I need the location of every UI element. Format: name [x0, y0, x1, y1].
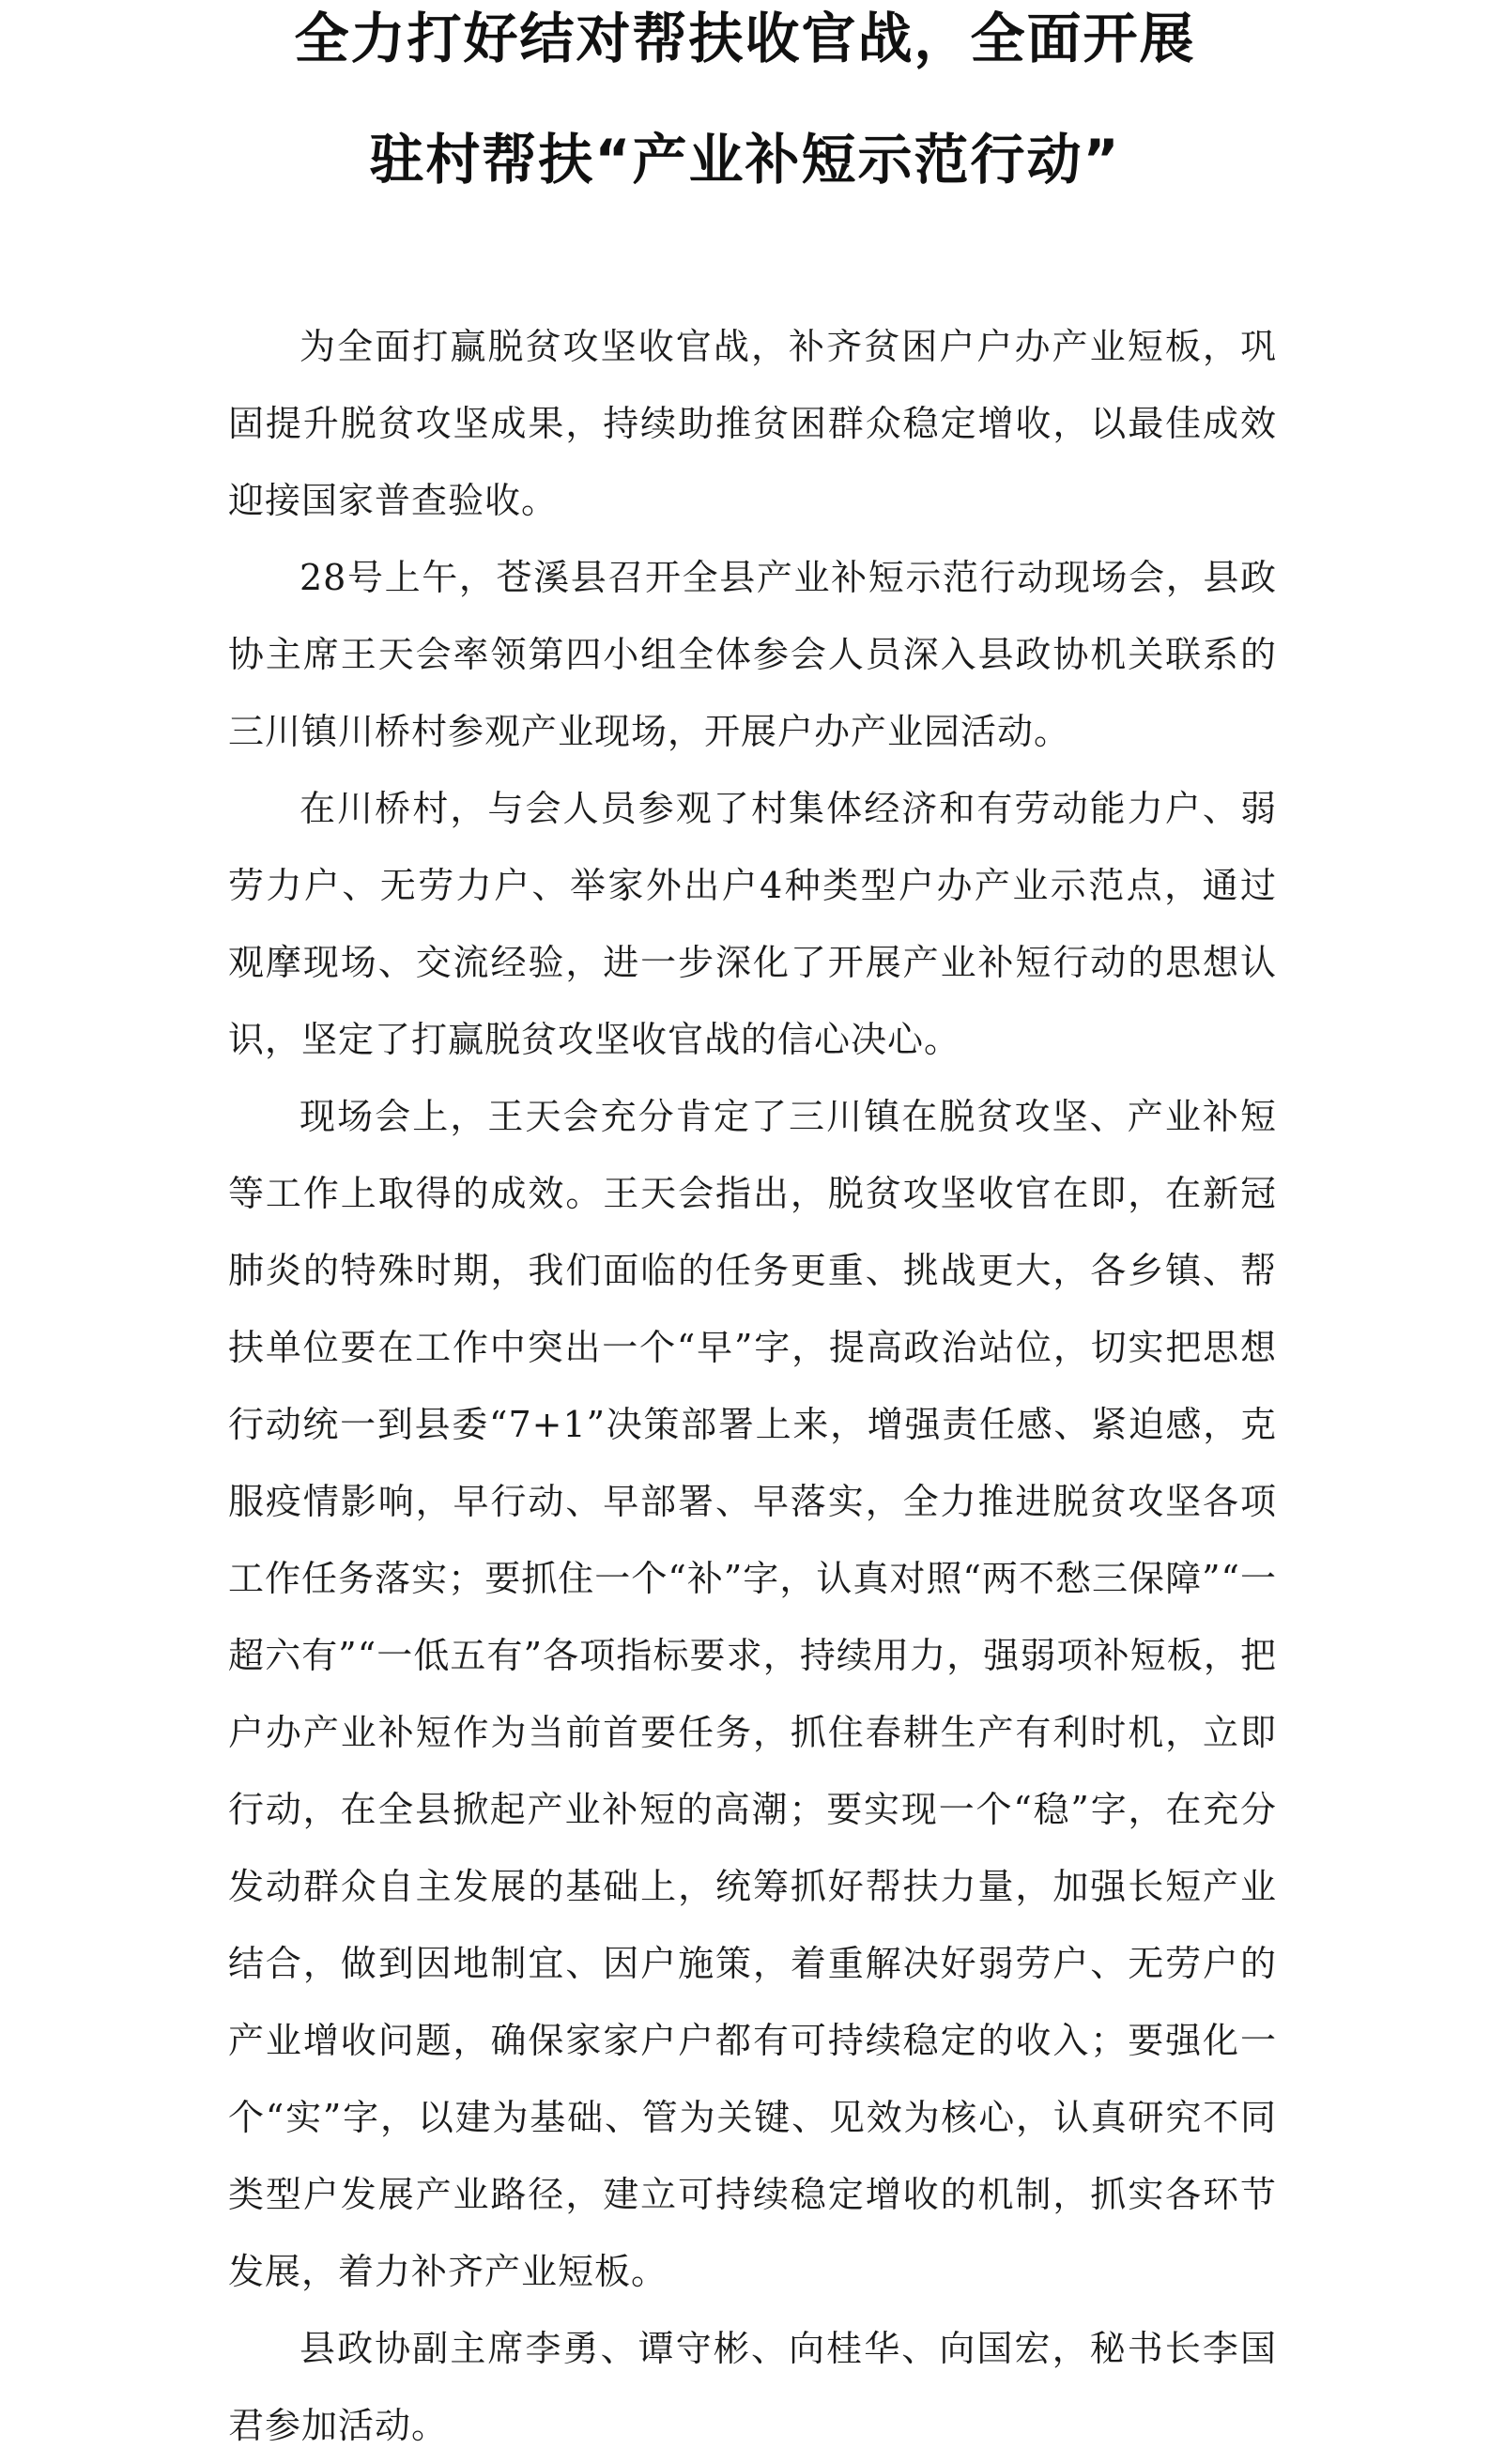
- paragraph-intro: 为全面打赢脱贫攻坚收官战，补齐贫困户户办产业短板，巩固提升脱贫攻坚成果，持续助推贫困群众稳定增收，以最佳成效迎接国家普查验收。: [228, 326, 1277, 521]
- document-body: [228, 308, 1277, 2464]
- document-title-line-1: 全力打好结对帮扶收官战，全面开展: [294, 7, 1196, 70]
- document-title-line-2: 驻村帮扶“产业补短示范行动”: [369, 128, 1121, 192]
- paragraph-visit: 在川桥村，与会人员参观了村集体经济和有劳动能力户、弱劳力户、无劳力户、举家外出户4种类型户办产业示范点，通过观摩现场、交流经验，进一步深化了开展产业补短行动的思想认识，坚定了打赢脱贫攻坚收官战的信心决心。: [228, 788, 1277, 1060]
- paragraph-attendees: 县政协副主席李勇、谭守彬、向桂华、向国宏，秘书长李国君参加活动。: [228, 2328, 1277, 2446]
- paragraph-meeting: 28号上午，苍溪县召开全县产业补短示范行动现场会，县政协主席王天会率领第四小组全体参会人员深入县政协机关联系的三川镇川桥村参观产业现场，开展户办产业园活动。: [228, 557, 1277, 752]
- paragraph-speech: 现场会上，王天会充分肯定了三川镇在脱贫攻坚、产业补短等工作上取得的成效。王天会指出，脱贫攻坚收官在即，在新冠肺炎的特殊时期，我们面临的任务更重、挑战更大，各乡镇、帮扶单位要在工作中突出一个“早”字，提高政治站位，切实把思想行动统一到县委“7+1”决策部署上来，增强责任感、紧迫感，克服疫情影响，早行动、早部署、早落实，全力推进脱贫攻坚各项工作任务落实；要抓住一个“补”字，认真对照“两不愁三保障”“一超六有”“一低五有”各项指标要求，持续用力，强弱项补短板，把户办产业补短作为当前首要任务，抓住春耕生产有利时机，立即行动，在全县掀起产业补短的高潮；要实现一个“稳”字，在充分发动群众自主发展的基础上，统筹抓好帮扶力量，加强长短产业结合，做到因地制宜、因户施策，着重解决好弱劳户、无劳户的产业增收问题，确保家家户户都有可持续稳定的收入；要强化一个“实”字，以建为基础、管为关键、见效为核心，认真研究不同类型户发展产业路径，建立可持续稳定增收的机制，抓实各环节发展，着力补齐产业短板。: [228, 1096, 1277, 2292]
